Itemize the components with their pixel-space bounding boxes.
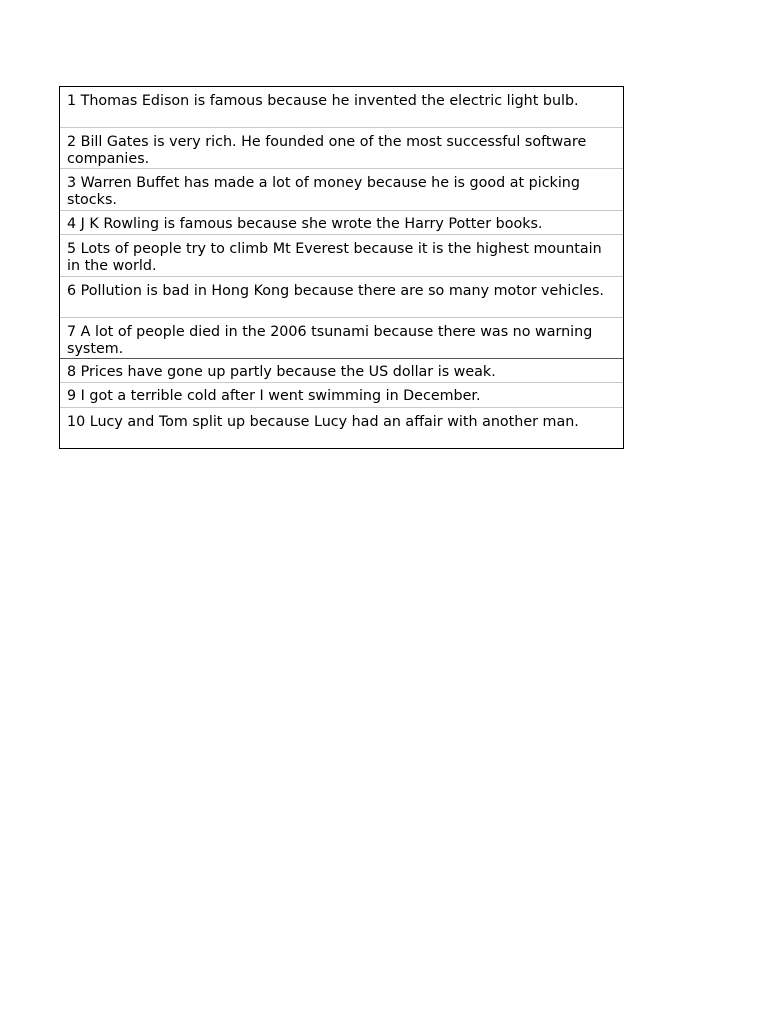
table-row [60, 383, 623, 408]
sentence-text: 7 A lot of people died in the 2006 tsunami because there was no warning system. [67, 324, 593, 357]
sentence-text: 2 Bill Gates is very rich. He founded one of the most successful software companies. [67, 134, 587, 167]
sentence-text: 10 Lucy and Tom split up because Lucy had an affair with another man. [67, 414, 579, 430]
sentence-text: 3 Warren Buffet has made a lot of money because he is good at picking stocks. [67, 175, 580, 208]
table-row [60, 359, 623, 383]
table-row [60, 408, 623, 448]
sentence-text: 1 Thomas Edison is famous because he invented the electric light bulb. [67, 93, 579, 109]
sentence-text: 8 Prices have gone up partly because the US dollar is weak. [67, 364, 496, 380]
table-row [60, 235, 623, 277]
table-row [60, 277, 623, 318]
table-row [60, 128, 623, 169]
sentence-text: 9 I got a terrible cold after I went swimming in December. [67, 388, 481, 404]
table-row [60, 87, 623, 128]
table-row [60, 169, 623, 211]
sentence-text: 6 Pollution is bad in Hong Kong because there are so many motor vehicles. [67, 283, 604, 299]
sentence-text: 4 J K Rowling is famous because she wrote the Harry Potter books. [67, 216, 543, 232]
table-row [60, 211, 623, 235]
table-row [60, 318, 623, 359]
sentence-table [59, 86, 624, 449]
sentence-text: 5 Lots of people try to climb Mt Everest because it is the highest mountain in the world. [67, 241, 602, 274]
